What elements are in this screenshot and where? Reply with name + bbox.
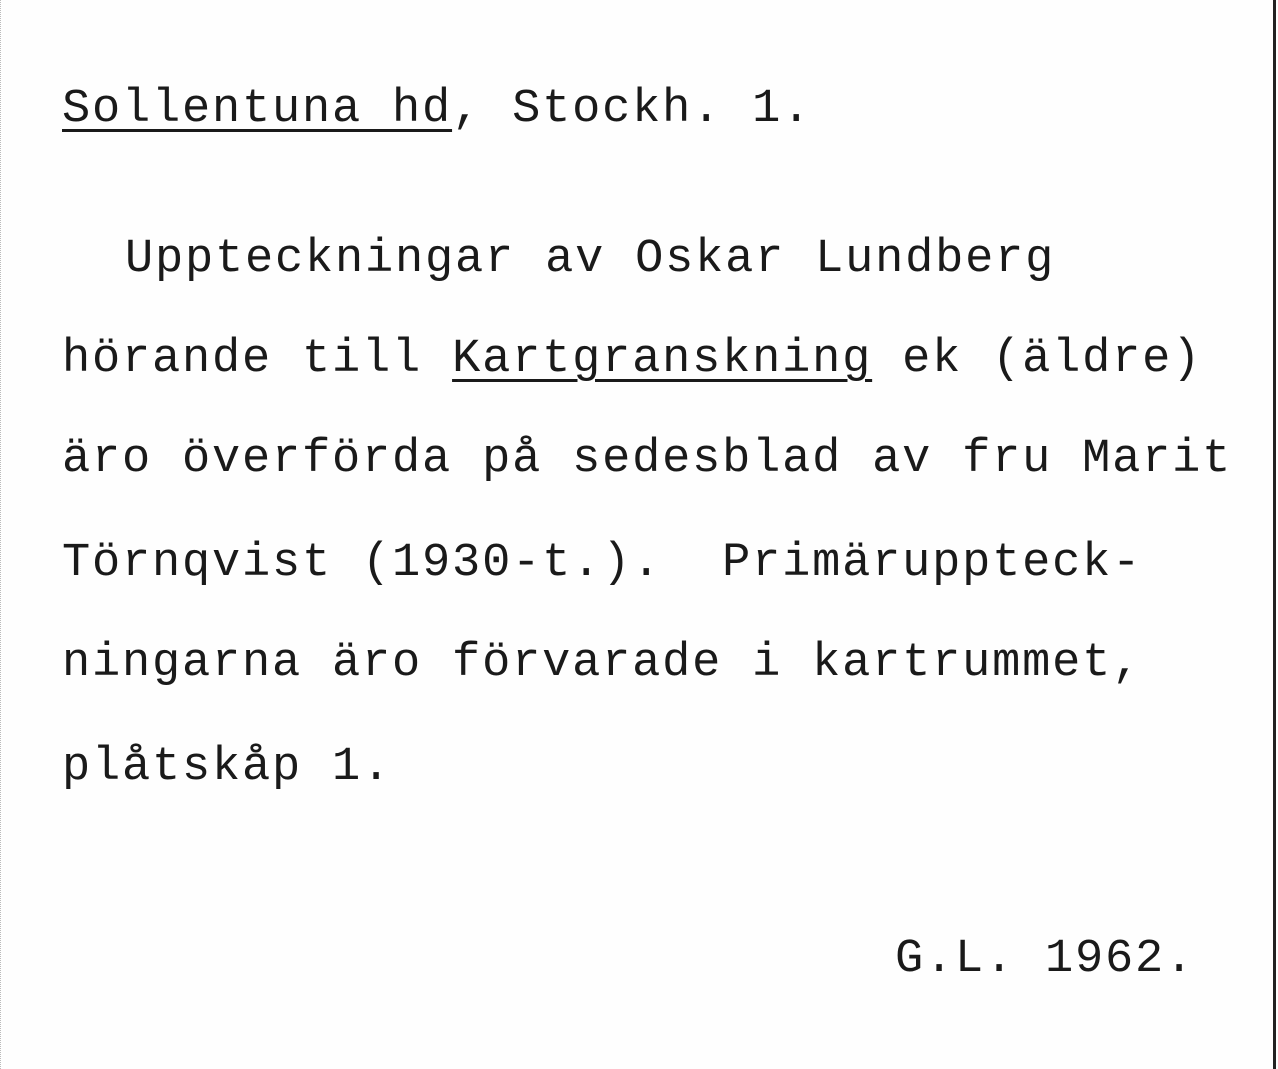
body-line-2-end: ek (äldre) [872, 333, 1203, 386]
body-line-2 [62, 332, 1202, 388]
header-separator: , [452, 83, 513, 136]
collection-name: Kartgranskning [452, 333, 873, 386]
signature: G.L. 1962. [895, 933, 1196, 986]
region-name: Stockh. 1. [512, 83, 813, 136]
body-line-6: plåtskåp 1. [62, 741, 393, 794]
card-right-edge [1273, 0, 1276, 1069]
place-name: Sollentuna hd [62, 83, 453, 136]
body-line-4: Törnqvist (1930-t.). Primäruppteck- [62, 537, 1143, 590]
body-line-1: Uppteckningar av Oskar Lundberg [125, 233, 1056, 286]
body-line-2-start: hörande till [62, 333, 453, 386]
card-left-edge [0, 0, 2, 1069]
card-header [62, 82, 812, 138]
body-line-5: ningarna äro förvarade i kartrummet, [62, 637, 1143, 690]
body-line-3: äro överförda på sedesblad av fru Marit [62, 433, 1233, 486]
